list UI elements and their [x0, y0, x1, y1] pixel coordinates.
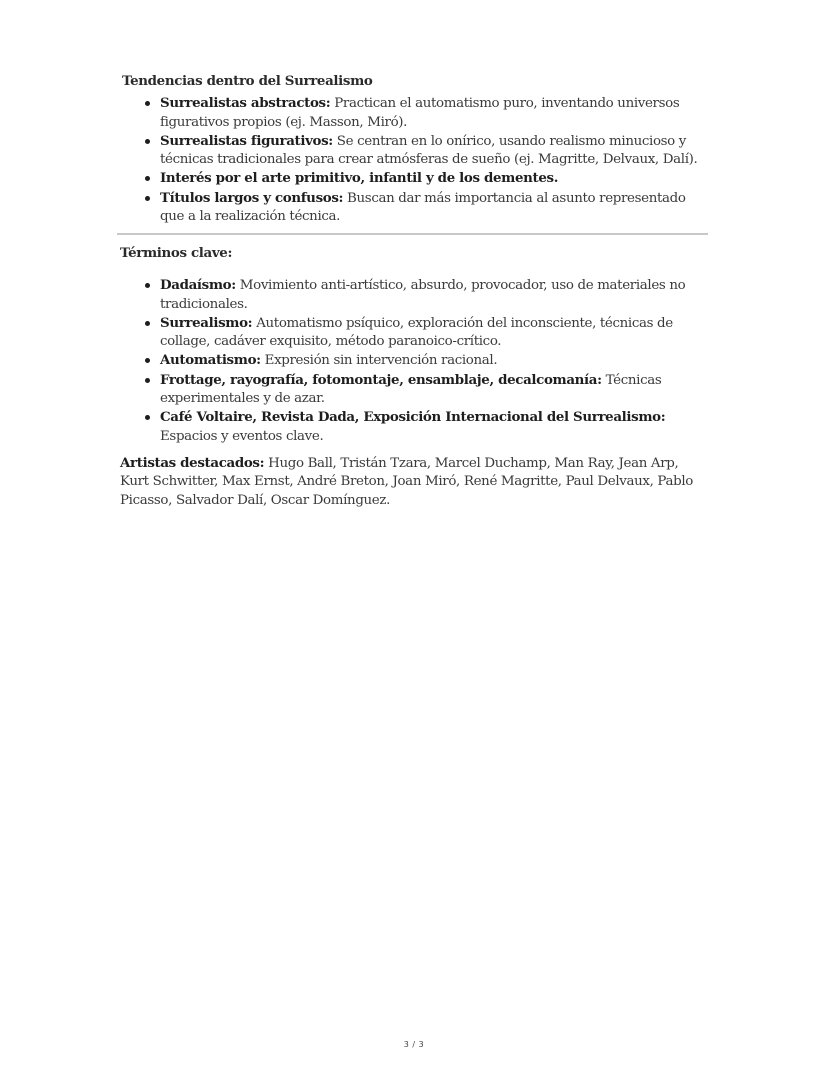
- term-label: Automatismo:: [160, 352, 261, 369]
- terminos-list: [120, 276, 710, 446]
- list-item: [160, 132, 710, 170]
- tendencias-section: [120, 72, 710, 226]
- horizontal-divider: [117, 233, 708, 235]
- list-item: [160, 276, 710, 314]
- term-description: Expresión sin intervención racional.: [260, 353, 498, 369]
- terminos-heading: Términos clave:: [120, 245, 233, 261]
- term-label: Frottage, rayografía, fotomontaje, ensamblaje, decalcomanía:: [160, 371, 602, 388]
- term-description: Buscan dar más importancia al asunto representado que a la realización técnica.: [160, 190, 686, 225]
- artistas-label: Artistas destacados:: [120, 455, 265, 471]
- list-item: [160, 408, 710, 446]
- term-label: Dadaísmo:: [160, 277, 236, 294]
- list-item: [160, 371, 710, 409]
- list-item: [160, 169, 710, 188]
- term-label: Café Voltaire, Revista Dada, Exposición Internacional del Surrealismo:: [160, 409, 666, 426]
- page-number: 3 / 3: [403, 1040, 425, 1049]
- list-item: [160, 314, 710, 352]
- terminos-section: [120, 244, 710, 446]
- term-label: Surrealismo:: [160, 314, 253, 331]
- term-description: Automatismo psíquico, exploración del inconsciente, técnicas de collage, cadáver exquisito, método paranoico-crítico.: [160, 315, 673, 350]
- term-description: Espacios y eventos clave.: [160, 428, 324, 444]
- list-item: [160, 351, 710, 370]
- list-item: [160, 94, 710, 132]
- tendencias-heading: Tendencias dentro del Surrealismo: [122, 73, 373, 89]
- tendencias-list: [120, 94, 710, 226]
- term-description: Técnicas experimentales y de azar.: [160, 372, 662, 407]
- term-label: Títulos largos y confusos:: [160, 189, 344, 206]
- artistas-paragraph: [120, 454, 710, 510]
- artistas-text: Hugo Ball, Tristán Tzara, Marcel Duchamp, Man Ray, Jean Arp, Kurt Schwitter, Max Ernst, André Breton, Joan Miró, René Magritte, Paul Delvaux, Pablo Picasso, Salvador Dalí, Oscar Domínguez.: [120, 456, 693, 508]
- term-label: Surrealistas figurativos:: [160, 132, 333, 149]
- list-item: [160, 189, 710, 227]
- term-label: Interés por el arte primitivo, infantil y de los dementes.: [160, 170, 559, 187]
- term-label: Surrealistas abstractos:: [160, 95, 331, 112]
- term-description: Practican el automatismo puro, inventando universos figurativos propios (ej. Masson, Miró).: [160, 96, 680, 130]
- term-description: Se centran en lo onírico, usando realismo minucioso y técnicas tradicionales para crear atmósferas de sueño (ej. Magritte, Delvaux, Dalí).: [160, 133, 698, 168]
- term-description: Movimiento anti-artístico, absurdo, provocador, uso de materiales no tradicionales.: [160, 278, 686, 312]
